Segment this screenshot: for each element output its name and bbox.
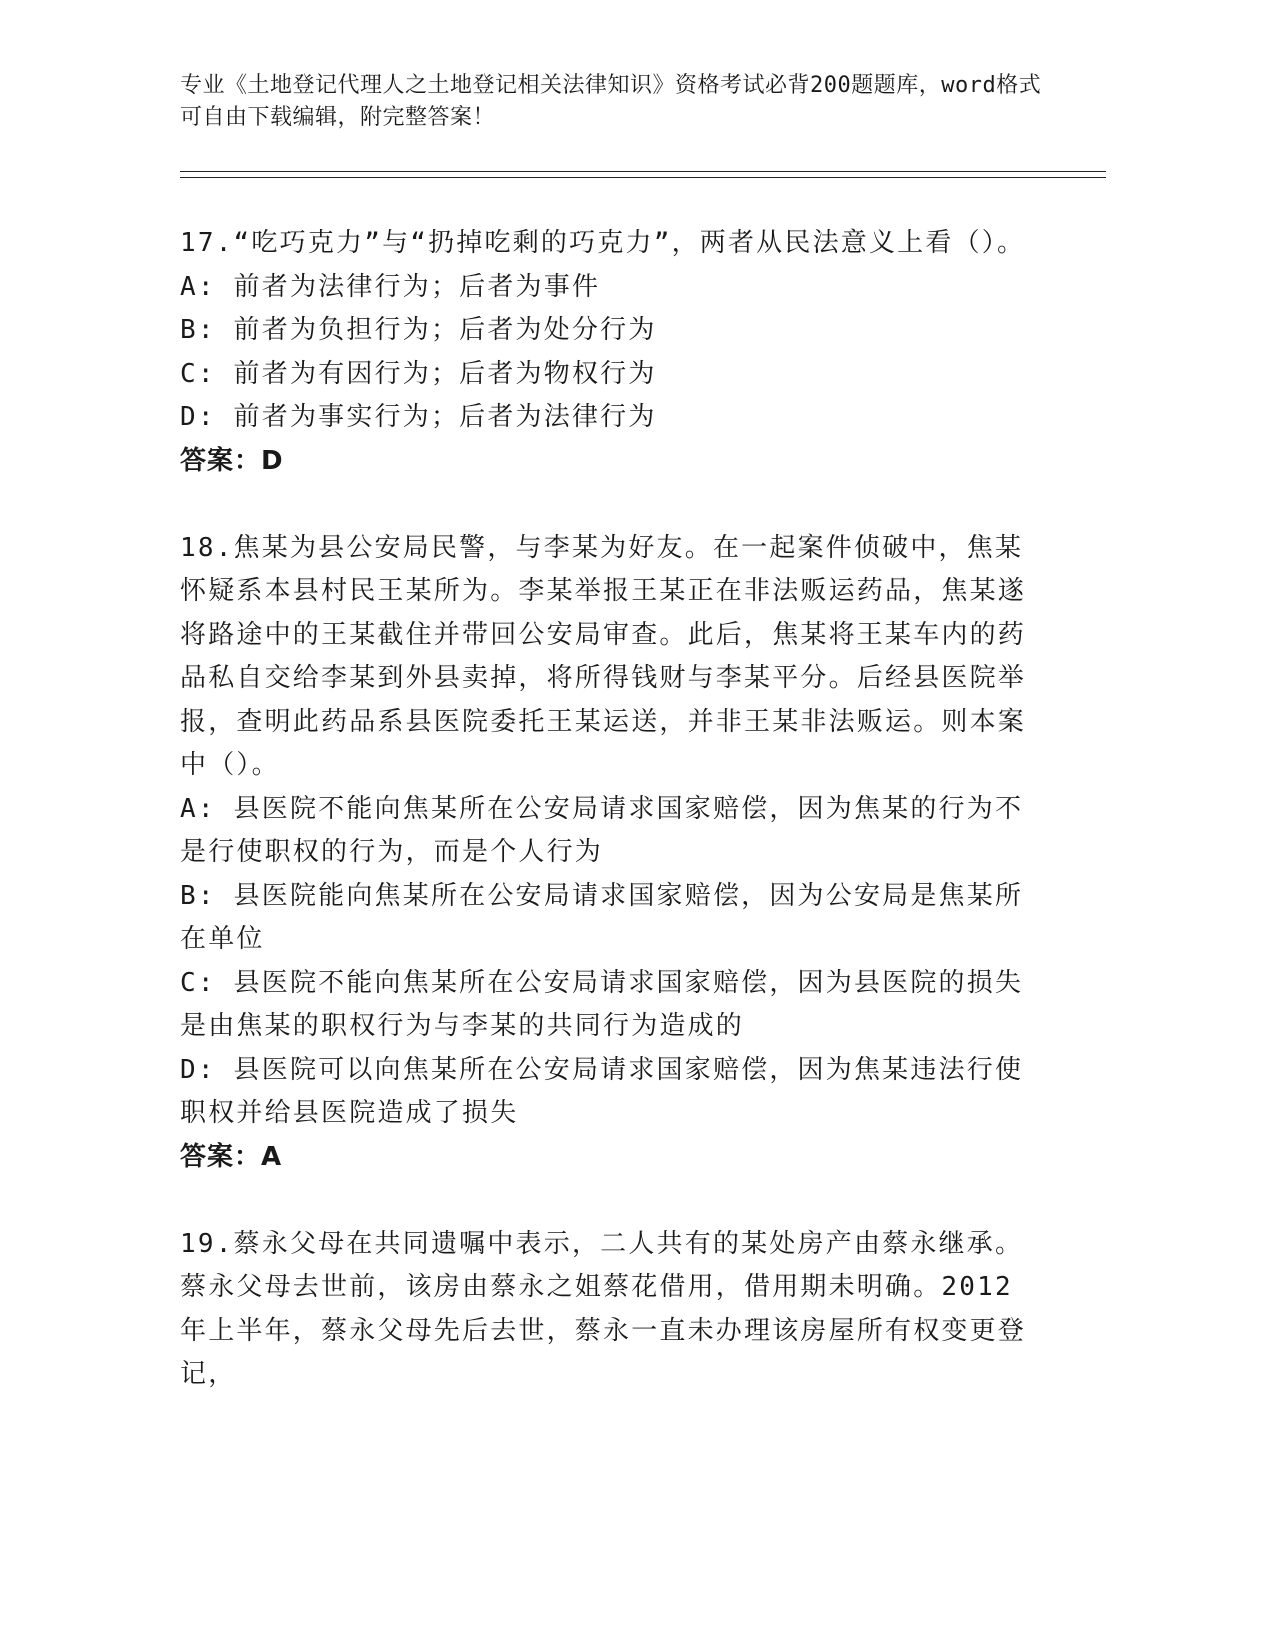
answer: 答案：A (180, 1141, 283, 1172)
option-a: A: 县医院不能向焦某所在公安局请求国家赔偿，因为焦某的行为不是行使职权的行为，而是个人行为 (180, 793, 1024, 867)
answer: 答案：D (180, 445, 284, 476)
option-c: C: 前者为有因行为；后者为物权行为 (180, 358, 657, 389)
document-header: 专业《土地登记代理人之土地登记相关法律知识》资格考试必背200题题库，word格式可自由下载编辑，附完整答案！ (180, 73, 1042, 130)
header-rule-bottom (180, 177, 1106, 178)
question-stem: 17.“吃巧克力”与“扔掉吃剩的巧克力”，两者从民法意义上看（）。 (180, 228, 1026, 258)
option-b: B: 前者为负担行为；后者为处分行为 (180, 315, 657, 345)
question-18 (180, 527, 1040, 1180)
option-d: D: 县医院可以向焦某所在公安局请求国家赔偿，因为焦某违法行使职权并给县医院造成了损失 (180, 1054, 1024, 1128)
question-list (180, 222, 1040, 1397)
header-rule-top (180, 171, 1106, 172)
question-stem: 18.焦某为县公安局民警，与李某为好友。在一起案件侦破中，焦某怀疑系本县村民王某所为。李某举报王某正在非法贩运药品，焦某遂将路途中的王某截住并带回公安局审查。此后，焦某将王某车内的药品私自交给李某到外县卖掉，将所得钱财与李某平分。后经县医院举报，查明此药品系县医院委托王某运送，并非王某非法贩运。则本案中（）。 (180, 532, 1027, 780)
option-d: D: 前者为事实行为；后者为法律行为 (180, 402, 657, 432)
option-b: B: 县医院能向焦某所在公安局请求国家赔偿，因为公安局是焦某所在单位 (180, 880, 1024, 954)
option-c: C: 县医院不能向焦某所在公安局请求国家赔偿，因为县医院的损失是由焦某的职权行为与李某的共同行为造成的 (180, 967, 1024, 1041)
option-a: A: 前者为法律行为；后者为事件 (180, 271, 601, 302)
question-19 (180, 1223, 1040, 1397)
question-stem: 19.蔡永父母在共同遗嘱中表示，二人共有的某处房产由蔡永继承。蔡永父母去世前，该房由蔡永之姐蔡花借用，借用期未明确。2012年上半年，蔡永父母先后去世，蔡永一直未办理该房屋所有权变更登记， (180, 1228, 1027, 1389)
question-17 (180, 222, 1040, 483)
